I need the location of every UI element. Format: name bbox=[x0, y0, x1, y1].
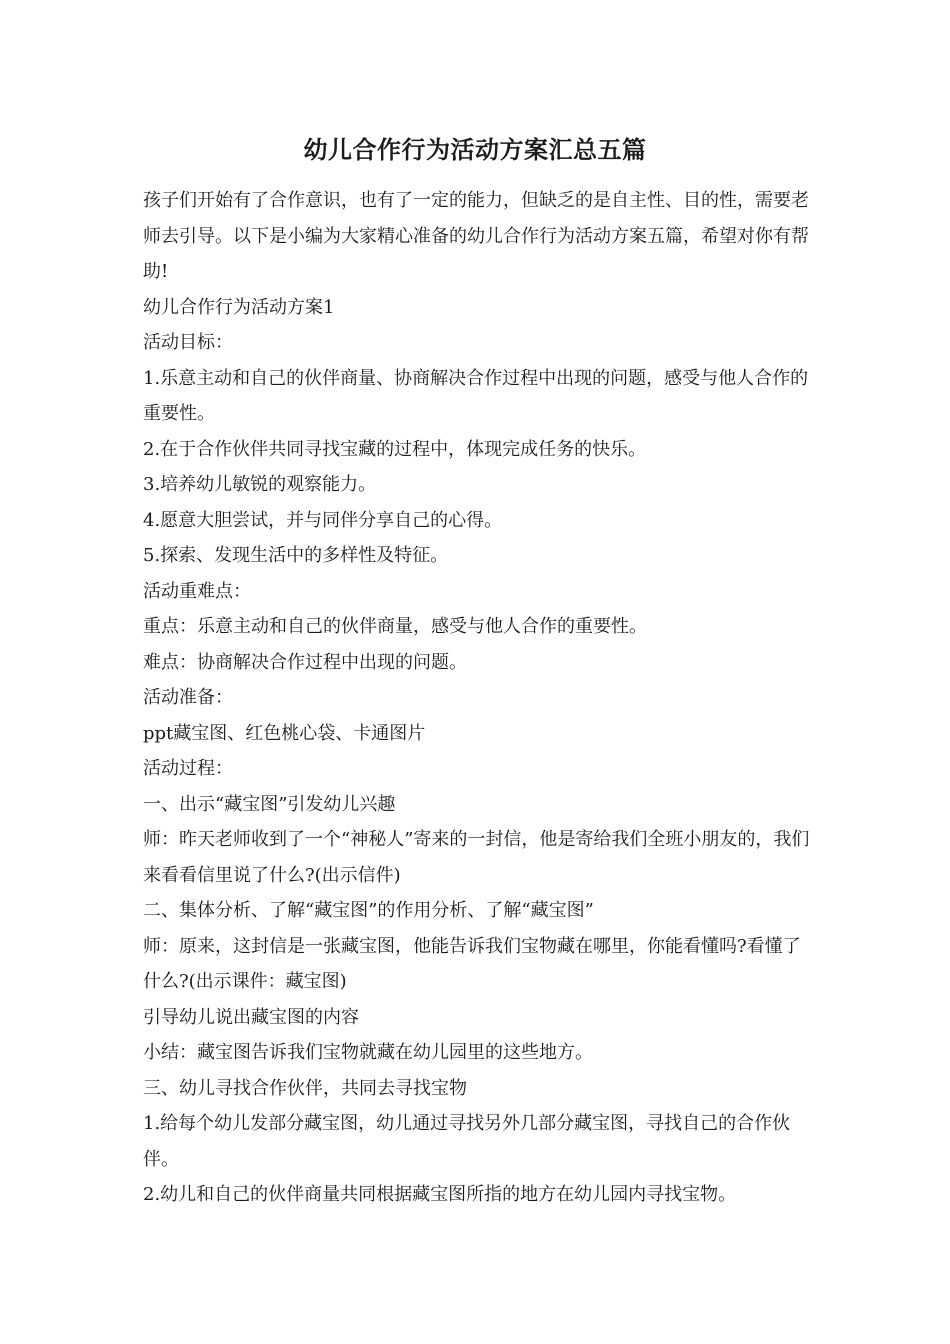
key-point: 重点：乐意主动和自己的伙伴商量，感受与他人合作的重要性。 bbox=[143, 616, 647, 637]
subheading-preparation: 活动准备： bbox=[143, 687, 233, 708]
preparation-materials: ppt藏宝图、红色桃心袋、卡通图片 bbox=[143, 722, 426, 744]
goal-item: 1.乐意主动和自己的伙伴商量、协商解决合作过程中出现的问题，感受与他人合作的重要性。 bbox=[143, 367, 809, 424]
section-heading: 幼儿合作行为活动方案1 bbox=[143, 296, 335, 318]
subheading-key-points: 活动重难点： bbox=[143, 580, 251, 602]
process-summary: 小结：藏宝图告诉我们宝物就藏在幼儿园里的这些地方。 bbox=[143, 1042, 593, 1063]
process-note: 引导幼儿说出藏宝图的内容 bbox=[143, 1006, 359, 1028]
process-item: 1.给每个幼儿发部分藏宝图，幼儿通过寻找另外几部分藏宝图，寻找自己的合作伙伴。 bbox=[143, 1113, 791, 1170]
document-body bbox=[143, 183, 810, 1213]
process-step-heading: 二、集体分析、了解“藏宝图”的作用分析、了解“藏宝图” bbox=[143, 900, 594, 921]
process-item: 2.幼儿和自己的伙伴商量共同根据藏宝图所指的地方在幼儿园内寻找宝物。 bbox=[143, 1184, 737, 1205]
teacher-dialogue: 师：原来，这封信是一张藏宝图，他能告诉我们宝物藏在哪里，你能看懂吗?看懂了什么?(出示课件：藏宝图) bbox=[143, 935, 801, 992]
difficulty-point: 难点：协商解决合作过程中出现的问题。 bbox=[143, 651, 467, 673]
process-step-heading: 三、幼儿寻找合作伙伴，共同去寻找宝物 bbox=[143, 1077, 467, 1099]
goal-item: 3.培养幼儿敏锐的观察能力。 bbox=[143, 474, 377, 495]
goal-item: 4.愿意大胆尝试，并与同伴分享自己的心得。 bbox=[143, 509, 503, 531]
document-title: 幼儿合作行为活动方案汇总五篇 bbox=[303, 135, 647, 164]
teacher-dialogue: 师：昨天老师收到了一个“神秘人”寄来的一封信，他是寄给我们全班小朋友的，我们来看看信里说了什么?(出示信件) bbox=[143, 829, 810, 886]
process-step-heading: 一、出示“藏宝图”引发幼儿兴趣 bbox=[143, 793, 396, 815]
goal-item: 5.探索、发现生活中的多样性及特征。 bbox=[143, 545, 449, 566]
intro-paragraph: 孩子们开始有了合作意识，也有了一定的能力，但缺乏的是自主性、目的性，需要老师去引导。以下是小编为大家精心准备的幼儿合作行为活动方案五篇，希望对你有帮助! bbox=[143, 190, 809, 282]
goal-item: 2.在于合作伙伴共同寻找宝藏的过程中，体现完成任务的快乐。 bbox=[143, 438, 647, 460]
subheading-goals: 活动目标： bbox=[143, 332, 233, 353]
subheading-process: 活动过程： bbox=[143, 758, 233, 779]
